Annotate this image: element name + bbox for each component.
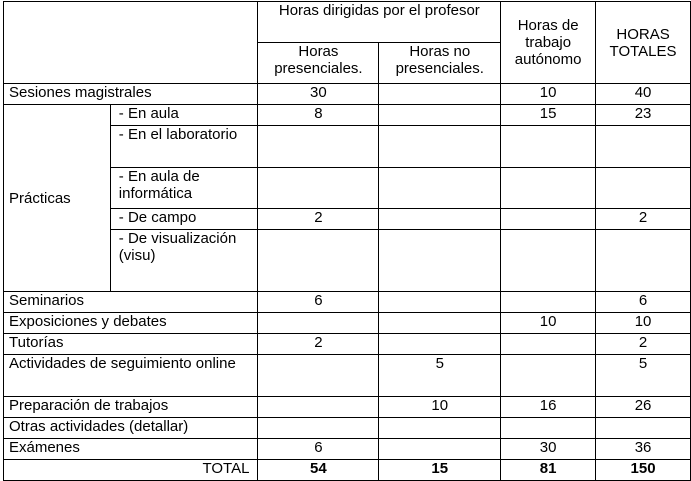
row-label: - En aula de informática: [110, 168, 258, 209]
cell-presenciales: 2: [258, 334, 379, 355]
cell-no-presenciales: 10: [379, 397, 501, 418]
row-seminarios: [4, 292, 691, 313]
row-label: Preparación de trabajos: [4, 397, 258, 418]
cell-total: 5: [596, 355, 691, 397]
cell-no-presenciales: [379, 230, 501, 292]
cell-presenciales: [258, 397, 379, 418]
cell-autonomo: 16: [501, 397, 596, 418]
total-no-presenciales: 15: [379, 460, 501, 481]
cell-autonomo: 15: [501, 105, 596, 126]
row-seguimiento: [4, 355, 691, 397]
cell-total: [596, 126, 691, 168]
header-autonomo: Horas de trabajo autónomo: [501, 2, 596, 84]
row-total: [4, 460, 691, 481]
cell-no-presenciales: [379, 209, 501, 230]
cell-total: [596, 168, 691, 209]
total-presenciales: 54: [258, 460, 379, 481]
practicas-label: Prácticas: [4, 105, 111, 292]
cell-no-presenciales: [379, 126, 501, 168]
cell-presenciales: [258, 355, 379, 397]
row-label: - En el laboratorio: [110, 126, 258, 168]
row-aula: [4, 105, 691, 126]
cell-total: 23: [596, 105, 691, 126]
cell-total: 2: [596, 334, 691, 355]
cell-total: [596, 418, 691, 439]
row-exposiciones: [4, 313, 691, 334]
cell-presenciales: 30: [258, 84, 379, 105]
header-blank-cell: [4, 2, 258, 84]
cell-autonomo: 10: [501, 84, 596, 105]
cell-autonomo: [501, 230, 596, 292]
total-total: 150: [596, 460, 691, 481]
row-examenes: [4, 439, 691, 460]
cell-no-presenciales: [379, 418, 501, 439]
cell-autonomo: [501, 355, 596, 397]
cell-autonomo: [501, 334, 596, 355]
cell-total: 40: [596, 84, 691, 105]
cell-autonomo: [501, 209, 596, 230]
cell-no-presenciales: [379, 168, 501, 209]
row-trabajos: [4, 397, 691, 418]
row-sesiones: [4, 84, 691, 105]
cell-autonomo: 30: [501, 439, 596, 460]
cell-autonomo: [501, 168, 596, 209]
row-label: Sesiones magistrales: [4, 84, 258, 105]
cell-autonomo: [501, 126, 596, 168]
cell-total: 36: [596, 439, 691, 460]
row-label: Exámenes: [4, 439, 258, 460]
cell-presenciales: [258, 313, 379, 334]
cell-no-presenciales: [379, 105, 501, 126]
cell-no-presenciales: [379, 84, 501, 105]
row-label: Actividades de seguimiento online: [4, 355, 258, 397]
cell-total: 10: [596, 313, 691, 334]
header-no-presenciales: Horas no presenciales.: [379, 43, 501, 84]
row-label: - En aula: [110, 105, 258, 126]
row-otras: [4, 418, 691, 439]
cell-autonomo: [501, 292, 596, 313]
cell-total: 26: [596, 397, 691, 418]
row-label: - De visualización (visu): [110, 230, 258, 292]
cell-presenciales: [258, 230, 379, 292]
cell-total: 6: [596, 292, 691, 313]
cell-autonomo: 10: [501, 313, 596, 334]
row-label: Otras actividades (detallar): [4, 418, 258, 439]
cell-presenciales: [258, 168, 379, 209]
row-label: Tutorías: [4, 334, 258, 355]
cell-no-presenciales: [379, 334, 501, 355]
cell-autonomo: [501, 418, 596, 439]
row-tutorias: [4, 334, 691, 355]
cell-total: 2: [596, 209, 691, 230]
header-group-dirigidas: Horas dirigidas por el profesor: [258, 2, 501, 43]
cell-presenciales: 6: [258, 439, 379, 460]
header-totales: HORAS TOTALES: [596, 2, 691, 84]
cell-presenciales: 2: [258, 209, 379, 230]
row-label: Seminarios: [4, 292, 258, 313]
cell-presenciales: [258, 418, 379, 439]
cell-no-presenciales: 5: [379, 355, 501, 397]
row-label: Exposiciones y debates: [4, 313, 258, 334]
row-label: - De campo: [110, 209, 258, 230]
cell-total: [596, 230, 691, 292]
cell-no-presenciales: [379, 439, 501, 460]
cell-presenciales: [258, 126, 379, 168]
cell-no-presenciales: [379, 292, 501, 313]
header-presenciales: Horas presenciales.: [258, 43, 379, 84]
total-autonomo: 81: [501, 460, 596, 481]
cell-presenciales: 8: [258, 105, 379, 126]
cell-no-presenciales: [379, 313, 501, 334]
total-label: TOTAL: [4, 460, 258, 481]
cell-presenciales: 6: [258, 292, 379, 313]
hours-table: [3, 1, 691, 481]
